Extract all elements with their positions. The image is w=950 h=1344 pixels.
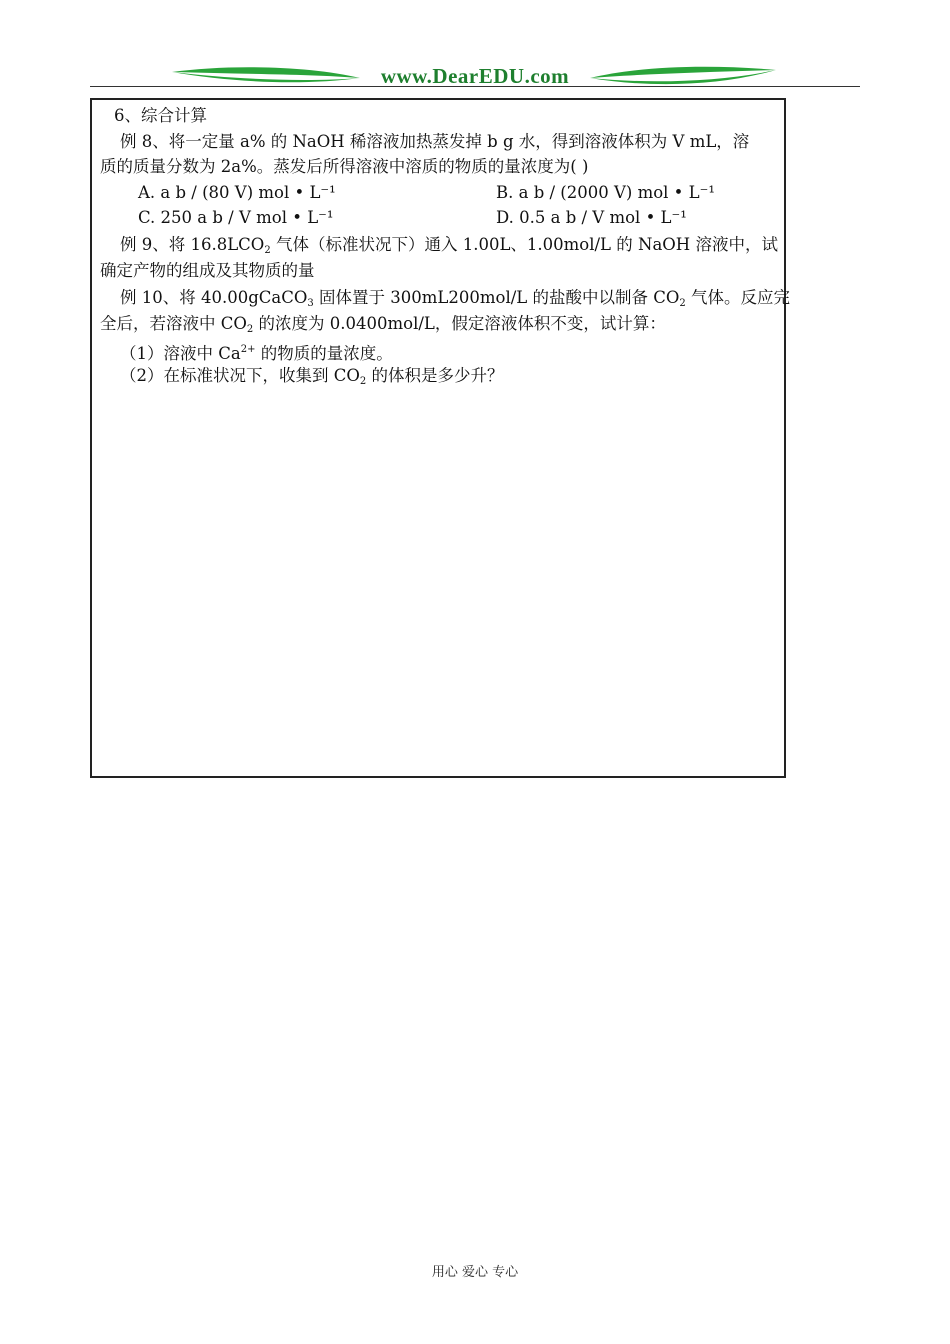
section-title: 6、综合计算 [114,106,207,125]
option-a: A. a b / (80 V) mol • L⁻¹ [138,183,336,202]
site-logo [170,60,780,94]
example10-question1: （1）溶液中 $Ca^{2+}$ 的物质的量浓度。 [120,344,393,363]
example10-line2: 全后，若溶液中 $CO_2$ 的浓度为 0.0400mol/L，假定溶液体积不变，试计算： [100,314,666,335]
example10-question2: （2）在标准状况下，收集到 $CO_2$ 的体积是多少升？ [120,366,504,387]
content-box [90,98,791,778]
page-footer: 用心 爱心 专心 [431,1265,519,1280]
option-b: B. a b / (2000 V) mol • L⁻¹ [496,183,715,202]
option-c: C. 250 a b / V mol • L⁻¹ [138,208,334,227]
example9-line1: 例 9、将 $16.8LCO_2$ 气体（标准状况下）通入 1.00L、1.00mol/L 的 NaOH 溶液中，试 [120,235,778,256]
example8-line2: 质的质量分数为 2a%。蒸发后所得溶液中溶质的物质的量浓度为( ) [100,157,589,176]
example10-line1: 例 10、将 40.00gCaCO$_3$ 固体置于 300mL200mol/L 的盐酸中以制备 $CO_2$ 气体。反应完 [120,288,791,309]
example9-line2: 确定产物的组成及其物质的量 [100,261,315,280]
example8-line1: 例 8、将一定量 a% 的 NaOH 稀溶液加热蒸发掉 b g 水，得到溶液体积为 V mL，溶 [120,132,750,151]
option-d: D. 0.5 a b / V mol • L⁻¹ [496,208,687,227]
logo-text: www.DearEDU.com [380,64,570,88]
